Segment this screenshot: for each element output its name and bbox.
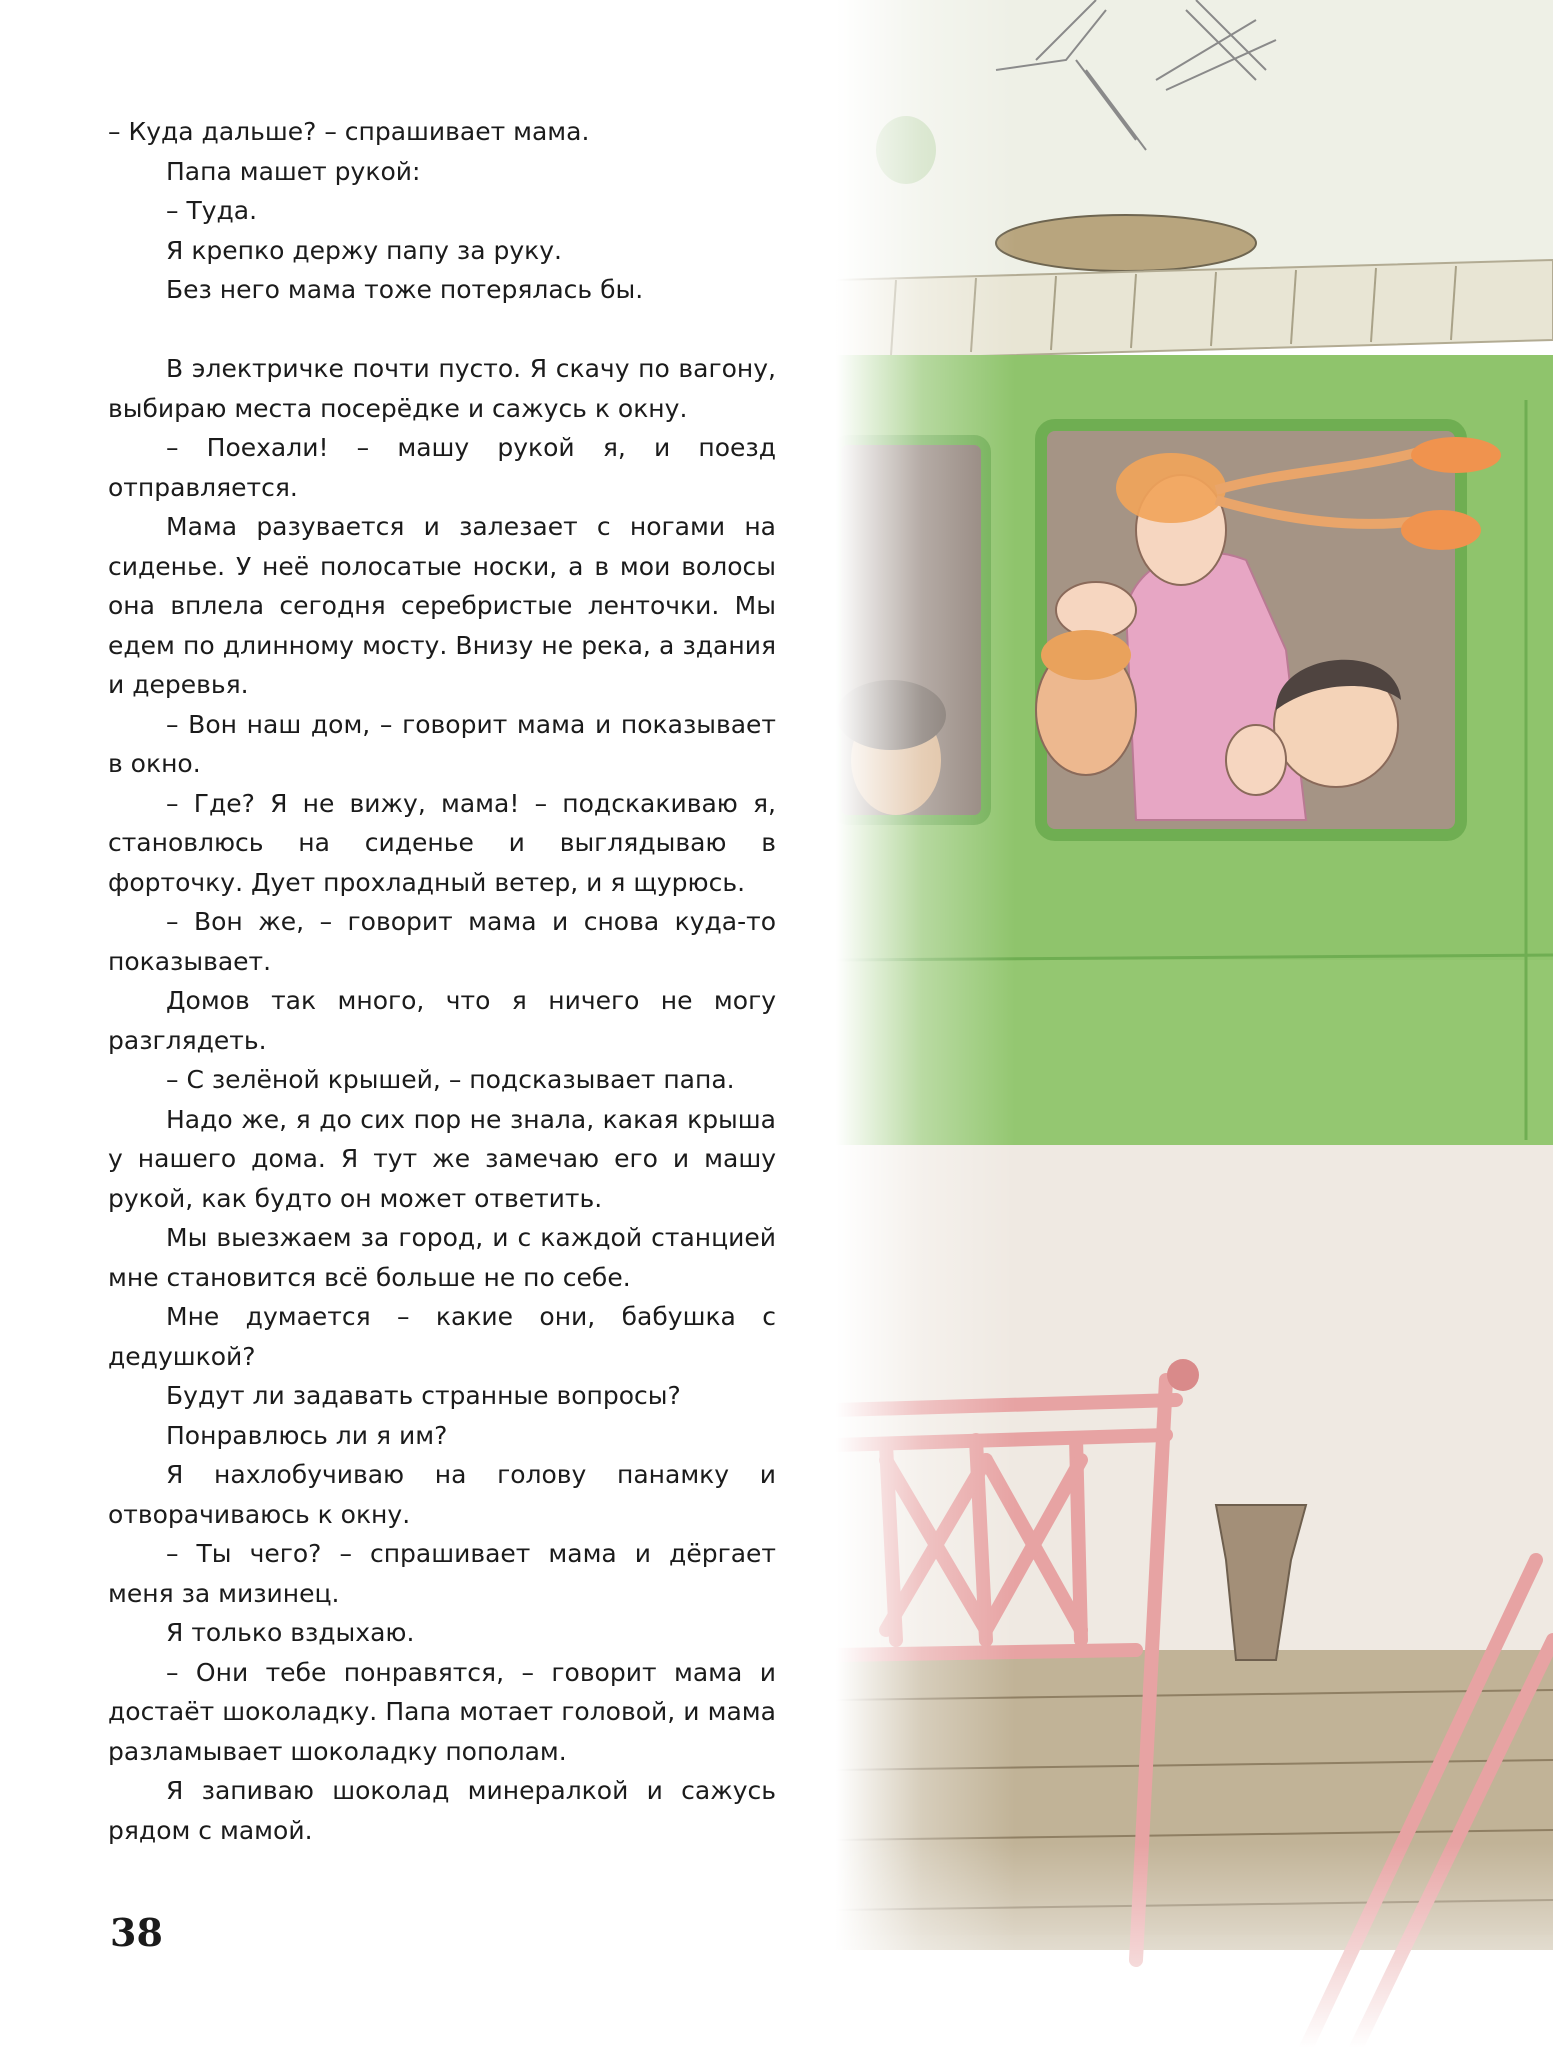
paragraph: Мне думается – какие они, бабушка с дедушкой? — [108, 1302, 776, 1371]
paragraph: Мама разувается и залезает с ногами на сиденье. У неё полосатые носки, а в мои волосы она вплела сегодня серебристые ленточки. Мы едем по длинному мосту. Внизу не река, а здания и деревья. — [108, 512, 776, 699]
paragraph: Будут ли задавать странные вопросы? — [166, 1381, 681, 1410]
paragraph: Папа машет рукой: — [166, 156, 421, 186]
story-text — [108, 112, 776, 1850]
paragraph: – Поехали! – машу рукой я, и поезд отправляется. — [108, 433, 776, 502]
paragraph: Домов так много, что я ничего не могу разглядеть. — [108, 986, 776, 1055]
paragraph: – Вон наш дом, – говорит мама и показывает в окно. — [108, 709, 776, 778]
fade-bottom — [836, 0, 1553, 2048]
paragraph: Я запиваю шоколад минералкой и сажусь рядом с мамой. — [108, 1776, 776, 1845]
page-number: 38 — [110, 1910, 163, 1955]
paragraph: – Вон же, – говорит мама и снова куда-то показывает. — [108, 907, 776, 976]
paragraph: Надо же, я до сих пор не знала, какая крыша у нашего дома. Я тут же замечаю его и машу рукой, как будто он может ответить. — [108, 1104, 776, 1213]
illustration — [836, 0, 1553, 2048]
paragraph: – Туда. — [166, 196, 258, 225]
paragraph: Понравлюсь ли я им? — [166, 1420, 448, 1450]
paragraph: В электричке почти пусто. Я скачу по вагону, выбираю места посерёдке и сажусь к окну. — [108, 354, 776, 423]
paragraph: Я крепко держу папу за руку. — [166, 235, 562, 265]
paragraph: – Они тебе понравятся, – говорит мама и достаёт шоколадку. Папа мотает головой, и мама разламывает шоколадку пополам. — [108, 1657, 776, 1766]
paragraph: Я только вздыхаю. — [166, 1618, 415, 1647]
watercolor-illustration — [836, 0, 1553, 2048]
paragraph: – Где? Я не вижу, мама! – подскакиваю я, становлюсь на сиденье и выглядываю в форточку. Дует прохладный ветер, и я щурюсь. — [108, 788, 776, 897]
paragraph: – Куда дальше? – спрашивает мама. — [108, 117, 590, 146]
paragraph: Мы выезжаем за город, и с каждой станцией мне становится всё больше не по себе. — [108, 1223, 776, 1292]
paragraph-gap — [108, 310, 776, 350]
paragraph: Без него мама тоже потерялась бы. — [166, 275, 644, 304]
paragraph: Я нахлобучиваю на голову панамку и отворачиваюсь к окну. — [108, 1460, 776, 1529]
paragraph: – Ты чего? – спрашивает мама и дёргает меня за мизинец. — [108, 1539, 776, 1608]
paragraph: – С зелёной крышей, – подсказывает папа. — [166, 1065, 735, 1094]
